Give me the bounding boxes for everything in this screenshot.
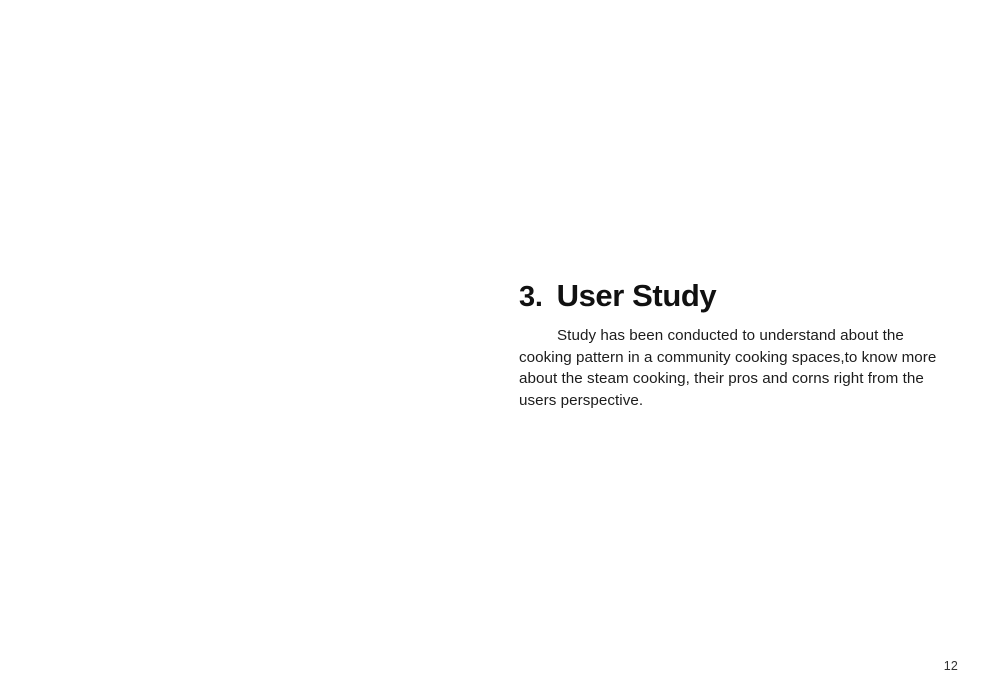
section-paragraph: Study has been conducted to understand about the cooking pattern in a community cooking spaces,to know more about the steam cooking, their pros and corns right from the users perspective. [519,327,937,409]
section-number: 3. [519,281,543,313]
page-number: 12 [943,659,958,673]
page-title: User Study [556,278,717,313]
section-block [519,280,959,427]
section-heading [519,280,959,312]
